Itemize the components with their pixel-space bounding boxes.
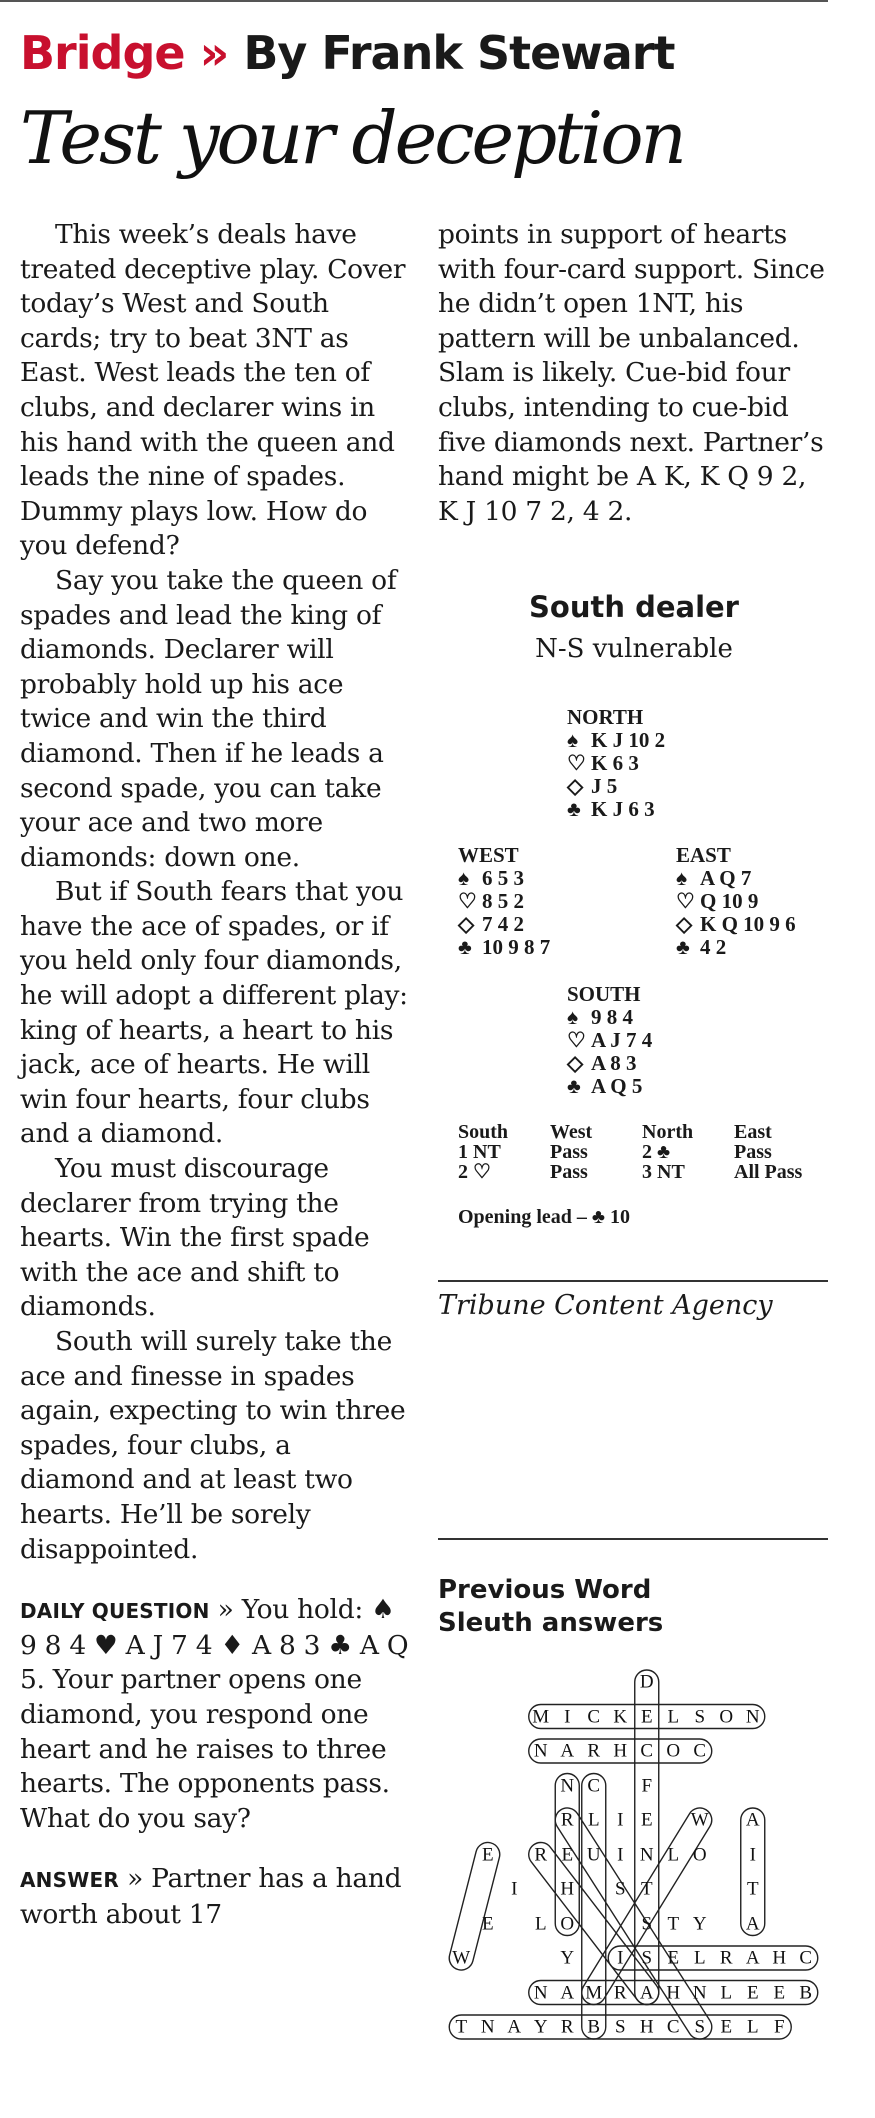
grid-letter: L — [667, 1844, 680, 1865]
grid-letter: N — [533, 1982, 548, 2003]
grid-letter: K — [613, 1706, 628, 1727]
grid-letter: E — [746, 1982, 759, 2003]
right-column — [438, 218, 830, 529]
auction-bid: 2 ♣ — [642, 1141, 671, 1163]
grid-letter: A — [639, 1982, 654, 2003]
section-label: Bridge » — [20, 26, 229, 80]
grid-letter: Y — [560, 1947, 575, 1969]
diamond-icon: ◇ — [567, 1051, 584, 1075]
grid-letter: E — [481, 1844, 494, 1865]
grid-letter: F — [773, 2016, 785, 2038]
heart-icon: ♡ — [458, 889, 477, 913]
grid-letter: R — [587, 1740, 601, 1762]
grid-letter: C — [799, 1947, 813, 1969]
grid-letter: A — [745, 1913, 760, 1934]
auction-header: West — [550, 1121, 593, 1143]
paragraph-1: This week’s deals have treated deceptive play. Cover today’s West and South cards; try to beat 3NT as East. West leads the ten of clubs, and declarer wins in his hand with the queen and leads the nine of spades. Dummy plays low. How do you defend? — [20, 219, 406, 562]
auction-bid: 2 ♡ — [458, 1161, 491, 1183]
grid-letter: H — [772, 1947, 787, 1969]
answer-continued: points in support of hearts with four-card support. Since he didn’t open 1NT, his pattern will be unbalanced. Slam is likely. Cue-bid four clubs, intending to cue-bid five diamonds next. Partner’s hand might be A K, K Q 9 2, K J 10 7 2, 4 2. — [438, 219, 825, 527]
grid-letter: B — [587, 2016, 601, 2038]
answer-loop — [551, 1803, 717, 2043]
diamond-icon: ◇ — [567, 774, 584, 798]
credit-line: Tribune Content Agency — [438, 1290, 773, 1321]
answer-label: ANSWER — [20, 1868, 119, 1893]
west-hearts: 8 5 2 — [482, 889, 524, 913]
club-icon: ♣ — [567, 1074, 581, 1098]
deal-vulnerability: N-S vulnerable — [535, 634, 733, 664]
auction-bid: Pass — [550, 1141, 588, 1163]
grid-letter: C — [693, 1740, 707, 1762]
grid-letter: O — [719, 1706, 734, 1727]
club-icon: ♣ — [676, 935, 690, 959]
spade-icon: ♠ — [567, 1005, 579, 1029]
grid-letter: L — [667, 1706, 680, 1727]
grid-letter: E — [667, 1947, 680, 1969]
grid-letter: A — [507, 2016, 522, 2038]
west-clubs: 10 9 8 7 — [482, 935, 551, 959]
heart-icon: ♡ — [676, 889, 695, 913]
grid-letter: A — [560, 1982, 575, 2003]
paragraph-3: But if South fears that you have the ace of spades, or if you held only four diamonds, he will adopt a different play: king of hearts, a heart to his jack, ace of hearts. He will win four hearts, four clubs and a diamond. — [20, 876, 408, 1150]
grid-letter: H — [560, 1878, 575, 1900]
grid-letter: C — [666, 2016, 680, 2038]
daily-question-label: DAILY QUESTION — [20, 1599, 210, 1624]
grid-letter: H — [639, 2016, 654, 2038]
grid-letter: R — [613, 1982, 627, 2003]
auction-bid: 1 NT — [458, 1141, 501, 1163]
grid-letter: E — [640, 1809, 653, 1831]
top-rule — [0, 0, 828, 2]
grid-letter: T — [640, 1878, 653, 1900]
south-hand — [567, 983, 652, 1098]
grid-letter: R — [719, 1947, 733, 1969]
grid-letter: S — [694, 1706, 706, 1727]
east-hearts: Q 10 9 — [700, 889, 759, 913]
south-hearts: A J 7 4 — [591, 1028, 653, 1052]
grid-letter: B — [799, 1982, 813, 2003]
grid-letter: S — [614, 2016, 626, 2038]
grid-letter: L — [746, 2016, 759, 2038]
east-label: EAST — [676, 843, 731, 867]
daily-question — [20, 1593, 412, 1836]
answer-text: Partner has a hand worth about 17 — [20, 1863, 402, 1930]
grid-letter: A — [745, 1809, 760, 1831]
auction-bid: 3 NT — [642, 1161, 685, 1183]
grid-letter: W — [452, 1947, 471, 1969]
grid-letter: S — [614, 1878, 626, 1900]
grid-letter: N — [480, 2016, 495, 2038]
grid-letter: C — [640, 1740, 654, 1762]
grid-letter: A — [560, 1740, 575, 1762]
answer — [20, 1862, 412, 1932]
grid-letter: O — [666, 1740, 681, 1762]
diamond-icon: ◇ — [676, 912, 693, 936]
south-label: SOUTH — [567, 982, 641, 1006]
south-clubs: A Q 5 — [591, 1074, 643, 1098]
auction-bid: Pass — [550, 1161, 588, 1183]
auction-header: North — [642, 1121, 694, 1143]
daily-question-text: You hold: ♠ 9 8 4 ♥ A J 7 4 ♦ A 8 3 ♣ A Q 5. Your partner opens one diamond, you respond one heart and he raises to three hearts. The opponents pass. What do you say? — [20, 1594, 409, 1834]
spade-icon: ♠ — [676, 866, 688, 890]
grid-letter: I — [617, 1947, 624, 1969]
word-sleuth-title: Previous Word Sleuth answers — [438, 1575, 664, 1638]
grid-letter: C — [587, 1775, 601, 1796]
grid-letter: O — [560, 1913, 575, 1934]
grid-letter: I — [564, 1706, 571, 1727]
grid-letter: M — [585, 1982, 603, 2003]
grid-letter: N — [533, 1740, 548, 1762]
spade-icon: ♠ — [567, 728, 579, 752]
grid-letter: E — [720, 2016, 733, 2038]
grid-letter: N — [560, 1775, 575, 1796]
grid-letter: W — [690, 1809, 709, 1831]
grid-letter: F — [641, 1775, 653, 1796]
word-sleuth-answer-loops — [438, 1660, 828, 2100]
grid-letter: L — [587, 1809, 600, 1831]
grid-letter: M — [532, 1706, 550, 1727]
grid-letter: T — [746, 1878, 759, 1900]
answer-sep: » — [127, 1863, 143, 1895]
auction-header-row — [458, 1122, 824, 1142]
auction-header: East — [734, 1121, 772, 1143]
south-diamonds: A 8 3 — [591, 1051, 637, 1075]
answer-loop — [577, 1803, 716, 2009]
club-icon: ♣ — [567, 797, 581, 821]
grid-letter: L — [720, 1982, 733, 2003]
grid-letter: N — [745, 1706, 760, 1727]
grid-letter: L — [534, 1913, 547, 1934]
grid-letter: E — [773, 1982, 786, 2003]
spade-icon: ♠ — [458, 866, 470, 890]
west-label: WEST — [458, 843, 519, 867]
diamond-icon: ◇ — [458, 912, 475, 936]
grid-letter: E — [640, 1706, 653, 1727]
grid-letter: H — [613, 1740, 628, 1762]
grid-letter: Y — [692, 1913, 707, 1934]
article-title: Test your deception — [20, 96, 684, 180]
north-clubs: K J 6 3 — [591, 797, 655, 821]
north-hand — [567, 706, 665, 821]
paragraph-4: You must discourage declarer from trying the hearts. Win the first spade with the ace and shift to diamonds. — [20, 1153, 370, 1323]
opening-lead: Opening lead – ♣ 10 — [458, 1206, 631, 1228]
grid-letter: U — [586, 1844, 601, 1865]
grid-letter: T — [455, 2016, 468, 2038]
auction-table — [458, 1122, 824, 1182]
grid-letter: I — [617, 1809, 624, 1831]
west-hand — [458, 844, 550, 959]
byline: By Frank Stewart — [243, 26, 675, 80]
grid-letter: E — [481, 1913, 494, 1934]
north-spades: K J 10 2 — [591, 728, 666, 752]
grid-letter: T — [667, 1913, 680, 1934]
column-header — [20, 26, 674, 80]
deal-dealer: South dealer — [529, 590, 739, 624]
grid-letter: R — [560, 2016, 574, 2038]
divider — [438, 1538, 828, 1540]
south-spades: 9 8 4 — [591, 1005, 633, 1029]
word-sleuth-grid — [438, 1660, 828, 2100]
club-icon: ♣ — [458, 935, 472, 959]
north-label: NORTH — [567, 705, 644, 729]
left-column — [20, 218, 412, 1933]
grid-letter: C — [587, 1706, 601, 1727]
grid-letter: H — [666, 1982, 681, 2003]
west-diamonds: 7 4 2 — [482, 912, 524, 936]
grid-letter: S — [694, 2016, 706, 2038]
heart-icon: ♡ — [567, 1028, 586, 1052]
daily-question-sep: » — [217, 1594, 234, 1626]
grid-letter: N — [692, 1982, 707, 2003]
grid-letter: I — [617, 1844, 624, 1865]
grid-letter: R — [560, 1809, 574, 1831]
grid-letter: I — [511, 1878, 518, 1900]
auction-header: South — [458, 1121, 509, 1143]
west-spades: 6 5 3 — [482, 866, 524, 890]
east-spades: A Q 7 — [700, 866, 752, 890]
auction-bid: All Pass — [734, 1161, 803, 1183]
grid-letter: R — [534, 1844, 548, 1865]
paragraph-5: South will surely take the ace and finesse in spades again, expecting to win three spades, four clubs, a diamond and at least two hearts. He’ll be sorely disappointed. — [20, 1326, 406, 1565]
grid-letter: S — [641, 1913, 653, 1934]
grid-letter: O — [692, 1844, 707, 1865]
auction-bid: Pass — [734, 1141, 772, 1163]
auction-row — [458, 1162, 824, 1182]
grid-letter: Y — [533, 2016, 548, 2038]
east-clubs: 4 2 — [700, 935, 727, 959]
grid-letter: A — [745, 1947, 760, 1969]
grid-letter: D — [639, 1671, 654, 1693]
auction-row — [458, 1142, 824, 1162]
east-hand — [676, 844, 796, 959]
grid-letter: E — [561, 1844, 574, 1865]
grid-letter: L — [693, 1947, 706, 1969]
divider — [438, 1280, 828, 1282]
grid-letter: I — [749, 1844, 756, 1865]
grid-letter: N — [639, 1844, 654, 1865]
paragraph-2: Say you take the queen of spades and lead the king of diamonds. Declarer will probably hold up his ace twice and win the third diamond. Then if he leads a second spade, you can take your ace and two more diamonds: down one. — [20, 564, 397, 873]
north-hearts: K 6 3 — [591, 751, 639, 775]
heart-icon: ♡ — [567, 751, 586, 775]
grid-letter: S — [641, 1947, 653, 1969]
east-diamonds: K Q 10 9 6 — [700, 912, 796, 936]
north-diamonds: J 5 — [591, 774, 618, 798]
